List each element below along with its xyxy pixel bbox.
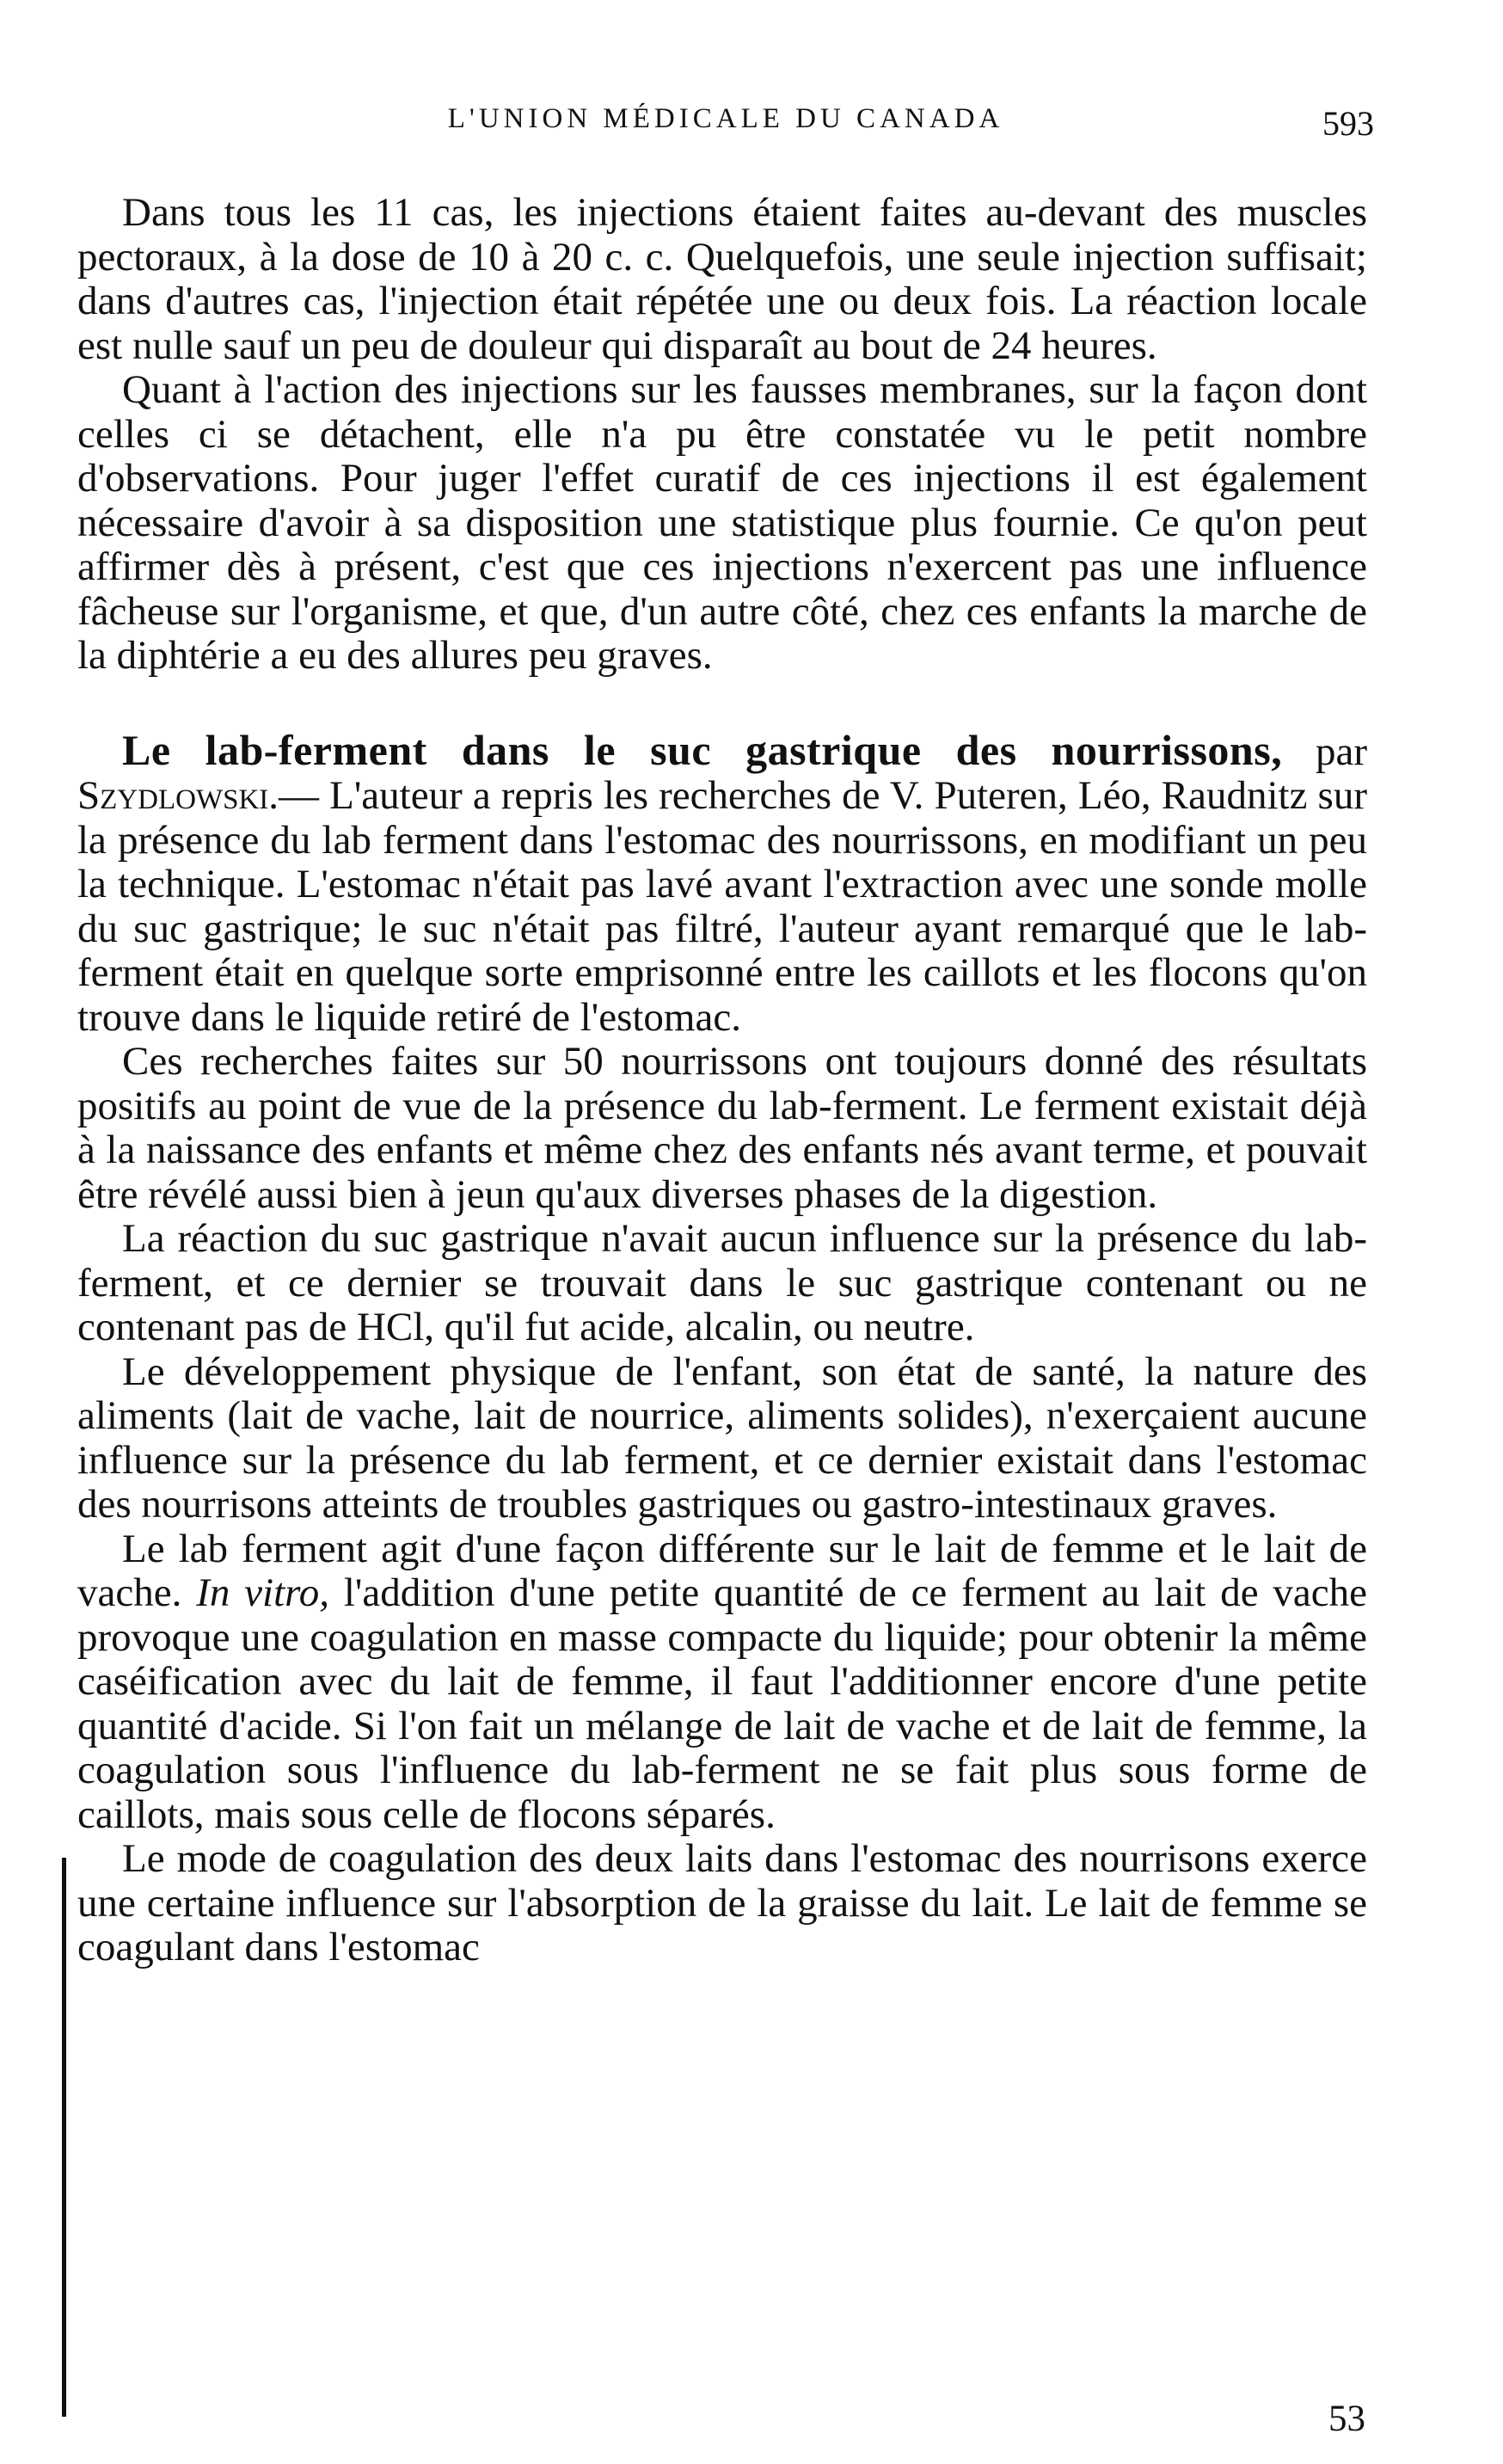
page-number: 593 [1322,104,1374,143]
paragraph-development: Le développement physique de l'enfant, son état de santé, la nature des aliments (lait de vache, lait de nourrice, aliments solides), n'exerçaient aucune influence sur la présence du lab ferment, et ce dernier existait dans l'estomac des nourrisons atteints de troubles gastriques ou gastro-intestinaux graves. [77,1349,1367,1527]
section-author: Szydlowski. [77,773,279,818]
paragraph-2: Quant à l'action des injections sur les fausses membranes, sur la façon dont celles ci se détachent, elle n'a pu être constatée vu le petit nombre d'observations. Pour juger l'effet curatif de ces injections il est également nécessaire d'avoir à sa disposition une statistique plus fournie. Ce qu'on peut affirmer dès à présent, c'est que ces injections n'exercent pas une influence fâcheuse sur l'organisme, et que, d'un autre côté, chez ces enfants la marche de la diphtérie a eu des allures peu graves. [77,367,1367,678]
paragraph-1: Dans tous les 11 cas, les injections étaient faites au-devant des muscles pectoraux, à la dose de 10 à 20 c. c. Quelquefois, une seule injection suffisait; dans d'autres cas, l'injection était répétée une ou deux fois. La réaction locale est nulle sauf un peu de douleur qui disparaît au bout de 24 heures. [77,190,1367,368]
signature-mark: 53 [1328,2399,1365,2439]
section-by: par [1282,728,1368,774]
in-vitro-post: l'addition d'une petite quantité de ce ferment au lait de vache provoque une coagulation en masse compacte du liquide; pour obtenir la même caséification avec du lait de femme, il faut l'additionner encore d'une petite quantité d'acide. Si l'on fait un mélange de lait de vache et de lait de femme, la coagulation sous l'influence du lab-ferment ne se fait plus sous forme de caillots, mais sous celle de flocons séparés. [77,1570,1367,1837]
paragraph-in-vitro [77,1527,1367,1838]
body-text [77,191,1367,1970]
paragraph-results: Ces recherches faites sur 50 nourrissons ont toujours donné des résultats positifs au point de vue de la présence du lab-ferment. Le ferment existait déjà à la naissance des enfants et même chez des enfants nés avant terme, et pouvait être révélé aussi bien à jeun qu'aux diverses phases de la digestion. [77,1039,1367,1217]
section-first-paragraph [77,725,1368,1041]
paragraph-reaction: La réaction du suc gastrique n'avait aucun influence sur la présence du lab-ferment, et ce dernier se trouvait dans le suc gastrique contenant ou ne contenant pas de HCl, qu'il fut acide, alcalin, ou neutre. [77,1216,1367,1349]
section-first-text: — L'auteur a repris les recherches de V. Puteren, Léo, Raudnitz sur la présence du lab ferment dans l'estomac des nourrissons, en modifiant un peu la technique. L'estomac n'était pas lavé avant l'extraction avec une sonde molle du suc gastrique; le suc n'était pas filtré, l'auteur ayant remarqué que le lab-ferment était en quelque sorte emprisonné entre les caillots et les flocons qu'on trouve dans le liquide retiré de l'estomac. [77,773,1367,1040]
running-title: L'UNION MÉDICALE DU CANADA [447,103,1004,134]
margin-rule [62,1858,66,2417]
page-header [77,103,1374,144]
in-vitro-italic: In vitro, [196,1570,329,1615]
section-headline: Le lab-ferment dans le suc gastrique des nourrissons, [122,725,1283,774]
paragraph-coagulation: Le mode de coagulation des deux laits dans l'estomac des nourrisons exerce une certaine influence sur l'absorption de la graisse du lait. Le lait de femme se coagulant dans l'estomac [77,1836,1367,1969]
in-vitro-pre: Le lab ferment agit d'une façon différente sur le lait de femme et le lait de vache. [77,1526,1367,1615]
